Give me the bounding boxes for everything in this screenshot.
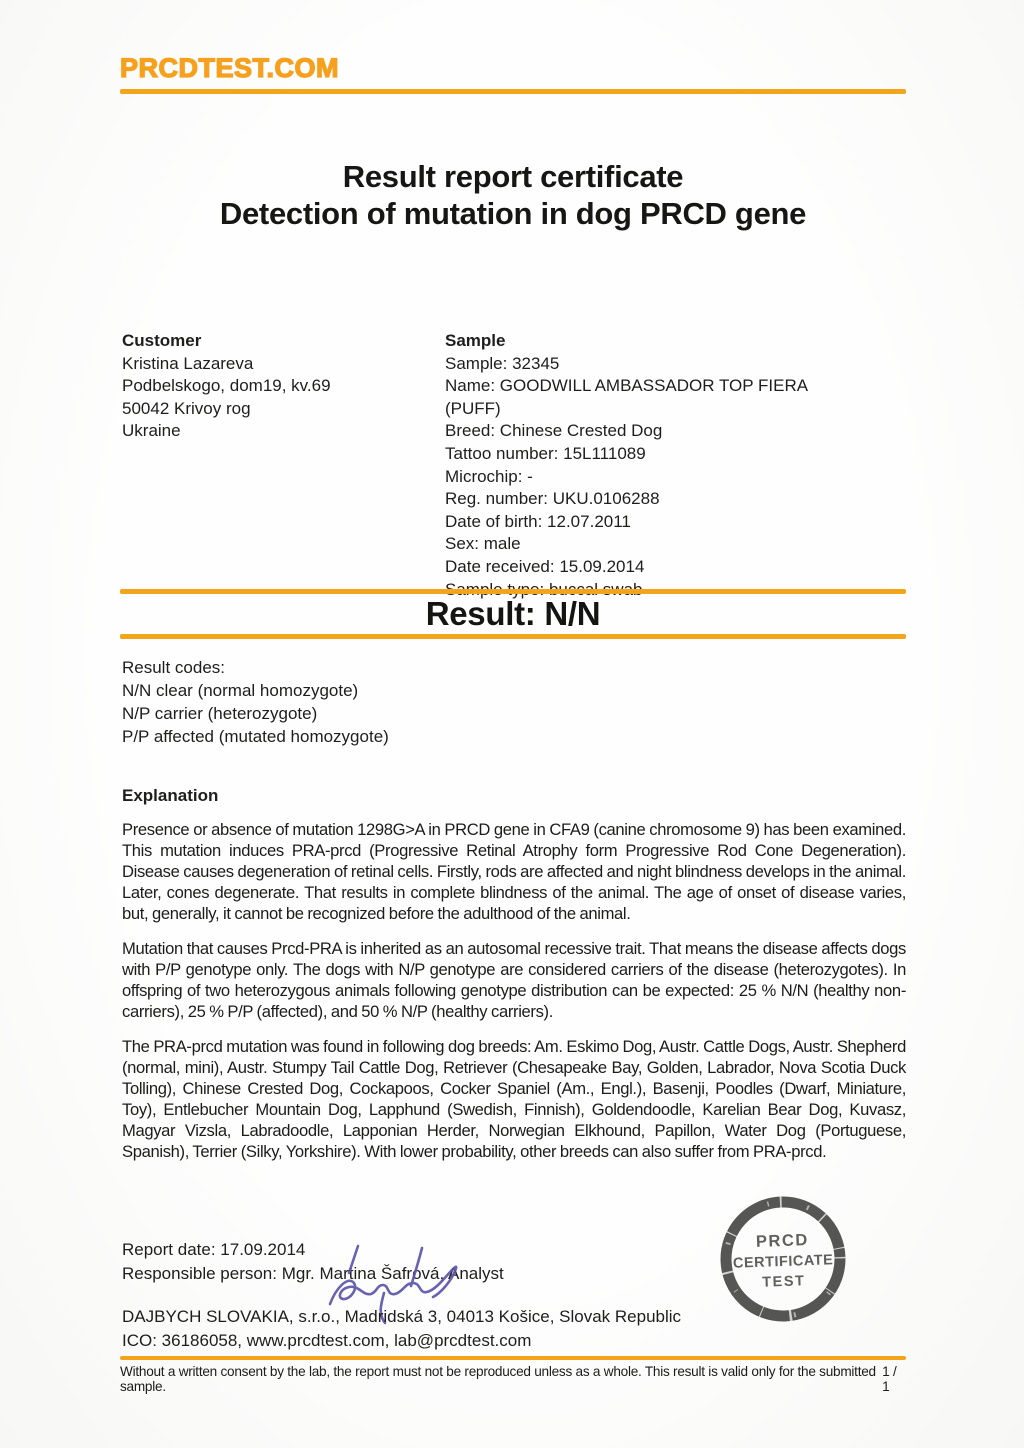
- customer-country: Ukraine: [122, 421, 181, 441]
- result-value: Result: N/N: [425, 595, 601, 632]
- lab-contact: ICO: 36186058, www.prcdtest.com, lab@prcdtest.com: [122, 1330, 532, 1350]
- customer-name: Kristina Lazareva: [122, 353, 254, 373]
- explanation-paragraph-1: Presence or absence of mutation 1298G>A in PRCD gene in CFA9 (canine chromosome 9) has been examined. This mutation induces PRA-prcd (Progressive Retinal Atrophy form Progressive Rod Cone Degeneration). Disease causes degeneration of retinal cells. Firstly, rods are affected and night blindness develops in the animal. Later, cones degenerate. That results in complete blindness of the animal. The age of onset of disease varies, but, generally, it cannot be recognized before the adulthood of the animal.: [122, 820, 906, 923]
- lab-address: DAJBYCH SLOVAKIA, s.r.o., Madridská 3, 04013 Košice, Slovak Republic: [122, 1307, 682, 1326]
- footer-disclaimer: Without a written consent by the lab, the report must not be reproduced unless as a whole. This result is valid only for the submitted sample.: [120, 1364, 876, 1394]
- sample-dog-callname: (PUFF): [445, 398, 501, 418]
- result-codes-label: Result codes:: [122, 658, 225, 677]
- stamp-line-2: CERTIFICATE: [732, 1252, 834, 1272]
- explanation-heading: Explanation: [122, 786, 219, 805]
- stamp-line-3: TEST: [762, 1273, 806, 1291]
- footer-page-number: 1 / 1: [882, 1364, 897, 1394]
- sample-reg-number: Reg. number: UKU.0106288: [445, 489, 660, 509]
- customer-street: Podbelskogo, dom19, kv.69: [122, 376, 331, 396]
- customer-section: [122, 330, 432, 443]
- explanation-paragraph-3: The PRA-prcd mutation was found in following dog breeds: Am. Eskimo Dog, Austr. Cattle Dogs, Austr. Shepherd (normal, mini), Austr. Stumpy Tail Cattle Dog, Retriever (Chesapeake Bay, Golden, Labrador, Nova Scotia Duck Tolling), Chinese Crested Dog, Cockapoos, Cocker Spaniel (Am., Engl.), Basenji, Poodles (Dwarf, Miniature, Toy), Entlebucher Mountain Dog, Lapphund (Swedish, Finnish), Goldendoodle, Karelian Bear Dog, Kuvasz, Magyar Vizsla, Labradoodle, Lapponian Herder, Norwegian Elkhound, Papillon, Water Dog (Portuguese, Spanish), Terrier (Silky, Yorkshire). With lower probability, other breeds can also suffer from PRA-prcd.: [122, 1037, 906, 1161]
- customer-heading: Customer: [122, 331, 202, 350]
- footer: [120, 1364, 906, 1394]
- report-date: Report date: 17.09.2014: [122, 1240, 306, 1259]
- result-code-affected: P/P affected (mutated homozygote): [122, 727, 389, 746]
- explanation-section: [122, 786, 906, 1176]
- result-code-clear: N/N clear (normal homozygote): [122, 681, 359, 700]
- sample-heading: Sample: [445, 331, 506, 350]
- title-line-2: Detection of mutation in dog PRCD gene: [219, 196, 807, 231]
- result-code-carrier: N/P carrier (heterozygote): [122, 704, 318, 723]
- sample-birth-date: Date of birth: 12.07.2011: [445, 511, 631, 531]
- sample-sex: Sex: male: [445, 534, 521, 554]
- sample-date-received: Date received: 15.09.2014: [445, 556, 645, 576]
- sample-microchip: Microchip: -: [445, 466, 533, 486]
- explanation-paragraph-2: Mutation that causes Prcd-PRA is inherited as an autosomal recessive trait. That means the disease affects dogs with P/P genotype only. The dogs with N/P genotype are considered carriers of the disease (heterozygotes). In offspring of two heterozygous animals following genotype distribution can be expected: 25 % N/N (healthy non-carriers), 25 % P/P (affected), and 50 % N/P (healthy carriers).: [122, 939, 906, 1021]
- responsible-person: Responsible person: Mgr. Martina Šafrová, Analyst: [122, 1263, 504, 1283]
- sample-tattoo: Tattoo number: 15L111089: [445, 443, 646, 463]
- sample-breed: Breed: Chinese Crested Dog: [445, 421, 663, 441]
- sample-section: [445, 330, 910, 601]
- prcd-certificate-stamp-icon: [716, 1192, 850, 1326]
- title-line-1: Result report certificate: [342, 159, 684, 194]
- result-divider-bottom: [120, 634, 906, 639]
- header-divider: [120, 89, 906, 94]
- sample-dog-name: Name: GOODWILL AMBASSADOR TOP FIERA: [445, 376, 809, 396]
- customer-city: 50042 Krivoy rog: [122, 398, 251, 418]
- site-logo: PRCDTEST.COM: [120, 53, 340, 83]
- sample-number: Sample: 32345: [445, 353, 560, 373]
- result-codes: [122, 656, 389, 748]
- page-title: [120, 158, 906, 232]
- footer-divider: [120, 1356, 906, 1360]
- lab-block: [122, 1305, 681, 1352]
- result-divider-top: [120, 589, 906, 594]
- stamp-line-1: PRCD: [755, 1231, 810, 1251]
